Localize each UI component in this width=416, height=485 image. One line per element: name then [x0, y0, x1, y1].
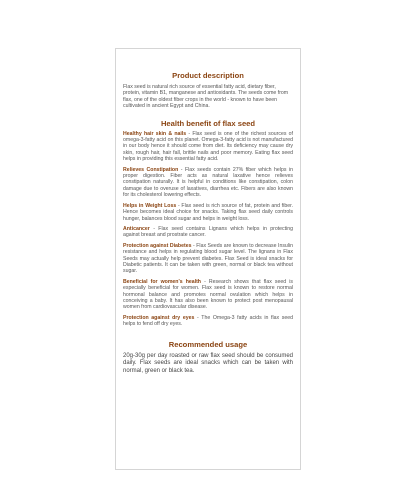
- benefit-title: Protection against Diabetes: [123, 242, 192, 249]
- benefit-title: Relieves Constipation: [123, 166, 179, 173]
- benefit-title: Protection against dry eyes: [123, 314, 195, 321]
- health-benefits-heading: Health benefit of flax seed: [160, 118, 256, 128]
- recommended-usage-heading: Recommended usage: [168, 339, 248, 349]
- product-info-card: [115, 48, 301, 470]
- benefit-text: - Flax Seeds are known to decrease Insulin resistance and helps in regulating blood sugar level. The lignans in Flax Seeds may actually help prevent diabetes. Flax Seed is ideal snacks for Diabetic patients. It can be taken with green, normal or black tea without sugar.: [123, 242, 294, 275]
- benefit-text: - Flax seeds contain 27% fiber which helps in proper digestion. Fiber acts as natural laxative hence relieves constipation naturally. It is helpful in conditions like constipation, colon damage due to overuse of laxatives, diarrhea etc. Fibers are also known for its cholesterol lowering effects.: [123, 166, 293, 199]
- product-description-text: Flax seed is natural rich source of essential fatty acid, dietary fiber, protein, vitamin B1, manganese and antioxidants. The seeds come from flax, one of the oldest fiber crops in the world - known to have been cultivated in ancient Egypt and China.: [123, 84, 289, 110]
- benefit-text: - The Omega-3 fatty acids in flax seed helps to fend off dry eyes.: [123, 314, 294, 328]
- recommended-usage-text: 20g-30g per day roasted or raw flax seed should be consumed daily. Flax seeds are ideal snacks which can be taken with normal, green or black tea.: [123, 352, 293, 375]
- benefit-title: Helps in Weight Loss: [123, 202, 177, 209]
- benefit-text: - Research shows that flax seed is especially beneficial for women. Flax seed is known to restore normal hormonal balance and promotes normal ovulation which helps in conceiving a baby. It has also been known to protect post menopausal women from cardiovascular disease.: [123, 278, 293, 311]
- benefit-text: - Flax seed is one of the richest sources of omega-3-fatty acid on this planet. Omega-3-fatty acid is not manufactured in our body hence it should come from diet. Its deficiency may cause dry skin, rough hair, hair fall, brittle nails and poor memory. Eating flax seed helps in providing this essential fatty acid.: [123, 130, 293, 163]
- benefit-constipation: [123, 167, 293, 199]
- benefit-title: Anticancer: [123, 225, 150, 232]
- benefit-title: Beneficial for women's health: [123, 278, 201, 285]
- benefit-diabetes: [123, 243, 293, 275]
- benefit-anticancer: [123, 226, 293, 239]
- benefit-hair-skin-nails: [123, 131, 293, 163]
- benefit-text: - Flax seed is rich source of fat, protein and fiber. Hence becomes ideal choice for snacks. Taking flax seed daily controls hunger, balances blood sugar and helps in weight loss.: [123, 202, 293, 222]
- benefit-text: - Flax seed contains Lignans which helps in protecting against breast and prostrate cancer.: [123, 225, 293, 239]
- benefit-weight-loss: [123, 203, 293, 222]
- product-description-heading: Product description: [172, 71, 244, 80]
- benefit-title: Healthy hair skin & nails: [123, 130, 187, 137]
- benefit-womens-health: [123, 279, 293, 311]
- benefit-dry-eyes: [123, 315, 293, 328]
